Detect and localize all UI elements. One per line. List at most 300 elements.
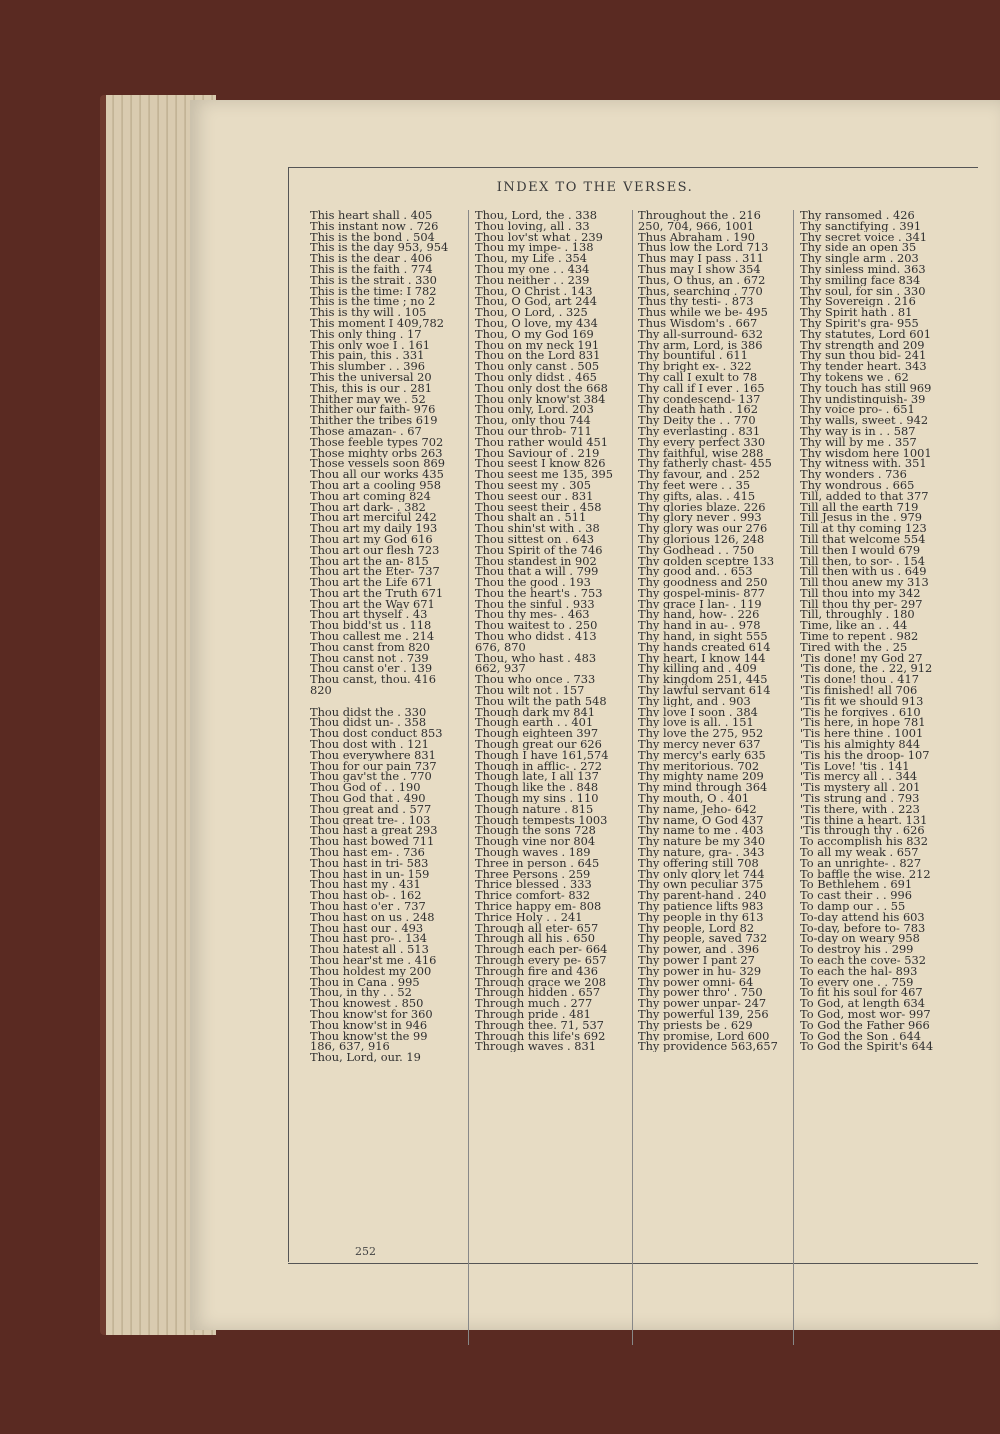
book-page [190, 100, 1000, 1330]
index-entry: Thou hast a great 293 [310, 825, 438, 837]
index-entry: Thou that a will . 799 [475, 566, 599, 578]
index-entry: Thou canst from 820 [310, 641, 430, 653]
index-entry: 'Tis mystery all . 201 [800, 782, 921, 794]
index-column-2 [475, 210, 613, 1052]
index-entry: Thy mercy never 637 [638, 739, 761, 750]
index-entry: 'Tis finished! all 706 [800, 685, 918, 696]
index-entry: Thou Spirit of the 746 [475, 544, 603, 556]
index-entry: Though eighteen 397 [475, 728, 599, 740]
index-entry: Thy lawful servant 614 [638, 685, 771, 696]
index-entry: Thy only glory let 744 [638, 868, 765, 880]
index-entry: Those vessels soon 869 [310, 458, 445, 470]
index-entry: Thy people, Lord 82 [638, 922, 755, 934]
column-divider [468, 210, 469, 1345]
index-entry: Thy light, and . 903 [638, 695, 751, 707]
index-entry: Thy power thro' . 750 [638, 987, 763, 999]
index-entry: Till, added to that 377 [800, 490, 929, 502]
index-entry: Thy glorious 126, 248 [638, 533, 765, 545]
index-entry: Thou hast ob- . 162 [310, 890, 422, 901]
index-entry: Thou only dost the 668 [475, 382, 608, 394]
index-entry: Thou didst un- . 358 [310, 717, 427, 729]
index-entry: Thy hand in au- . 978 [638, 620, 761, 632]
index-entry: 'Tis here thine . 1001 [800, 728, 924, 740]
index-entry: Thy witness with. 351 [800, 458, 927, 470]
index-entry: Thou shalt an . 511 [475, 512, 587, 524]
index-entry: Thy single arm . 203 [800, 253, 919, 264]
index-entry: Thy people, saved 732 [638, 933, 768, 945]
index-entry: Thou on my neck 191 [475, 339, 600, 351]
index-entry: Thou for our pain 737 [310, 760, 437, 772]
page-rule-left [288, 167, 289, 1262]
index-entry: To God the Son . 644 [800, 1030, 921, 1042]
page-number: 252 [355, 1245, 376, 1258]
index-entry: Thou seest my . 305 [475, 479, 591, 491]
index-entry: Three Persons . 259 [475, 868, 591, 880]
index-entry: Though tempests 1003 [475, 814, 608, 826]
index-entry: This slumber . . 396 [310, 361, 425, 372]
index-entry: Thy love is all. . 151 [638, 717, 754, 729]
index-entry: 676, 870 [475, 641, 526, 653]
index-entry: Thy smiling face 834 [800, 274, 921, 286]
index-column-4 [800, 210, 933, 1052]
index-entry: To fit his soul for 467 [800, 987, 923, 999]
index-entry: Thy gifts, alas. . 415 [638, 490, 756, 502]
index-entry: Thou canst, thou. 416 [310, 674, 437, 686]
index-entry: Thou Saviour of . 219 [475, 447, 600, 459]
index-entry: Thy name, O God 437 [638, 814, 764, 826]
index-entry: Thy voice pro- . 651 [800, 404, 915, 416]
index-entry: 'Tis here, in hope 781 [800, 717, 926, 729]
index-entry: Thou art coming 824 [310, 490, 431, 502]
index-entry: Thou the good . 193 [475, 577, 591, 588]
index-entry: Through all eter- 657 [475, 922, 599, 934]
index-entry: Thou in Cana . 995 [310, 976, 420, 988]
index-entry: Thou standest in 902 [475, 555, 597, 567]
index-entry: Thy good and. . 653 [638, 566, 753, 578]
index-entry: Till then I would 679 [800, 544, 921, 556]
index-entry: To Bethlehem . 691 [800, 879, 913, 891]
index-entry: Though nature . 815 [475, 803, 594, 815]
index-entry: Though my sins . 110 [475, 793, 599, 804]
index-entry: Thither the tribes 619 [310, 415, 438, 426]
index-entry: Though great our 626 [475, 739, 602, 750]
column-divider [632, 210, 633, 1345]
index-entry: Thy priests be . 629 [638, 1019, 753, 1031]
index-entry: Thou seest their . 458 [475, 501, 602, 513]
index-entry: Thou, who hast . 483 [475, 652, 597, 664]
index-entry: Thither may we . 52 [310, 393, 426, 405]
index-entry: Thither our faith- 976 [310, 404, 436, 416]
index-entry: To-day, before to- 783 [800, 922, 926, 934]
index-entry: 250, 704, 966, 1001 [638, 220, 754, 232]
index-entry: Till that welcome 554 [800, 533, 926, 545]
index-entry: Through all his . 650 [475, 933, 595, 945]
index-entry [310, 696, 448, 707]
index-entry: Thou seest I know 826 [475, 458, 606, 470]
index-entry: Thy glories blaze. 226 [638, 501, 766, 513]
index-entry: 'Tis mercy all . . 344 [800, 771, 918, 783]
index-entry: Thou dost conduct 853 [310, 728, 443, 740]
index-entry: To baffle the wise. 212 [800, 868, 931, 880]
index-entry: Thy call if I ever . 165 [638, 382, 765, 394]
index-entry: Thy offering still 708 [638, 857, 759, 869]
index-entry: Thy name, Jeho- 642 [638, 803, 757, 815]
index-entry: Thou thy mes- . 463 [475, 609, 590, 621]
index-entry: Though earth . . 401 [475, 717, 594, 729]
index-entry: 'Tis done! thou . 417 [800, 674, 919, 686]
index-entry: Thou our throb- 711 [475, 425, 592, 437]
index-entry: Thy killing and . 409 [638, 663, 757, 675]
index-entry: Thy hand, in sight 555 [638, 631, 768, 642]
index-entry: 'Tis strung and . 793 [800, 793, 920, 804]
index-entry: Thou hear'st me . 416 [310, 954, 437, 966]
index-entry: This is the day 953, 954 [310, 242, 449, 254]
index-entry: Till then with us . 649 [800, 566, 927, 578]
index-entry: 'Tis thine a heart. 131 [800, 814, 928, 826]
index-entry: Thy wondrous . 665 [800, 479, 915, 491]
index-entry: This is the strait . 330 [310, 274, 437, 286]
index-entry: 'Tis his the droop- 107 [800, 749, 930, 761]
index-entry: Thou who once . 733 [475, 674, 596, 686]
index-entry: Thus Wisdom's . 667 [638, 317, 758, 329]
index-entry: Thrice happy em- 808 [475, 901, 602, 912]
index-entry: Thou seest me 135, 395 [475, 469, 614, 480]
index-entry: This is the dear . 406 [310, 253, 433, 264]
index-entry: Through every pe- 657 [475, 954, 607, 966]
index-entry: Thy touch has still 969 [800, 382, 932, 394]
index-entry: Thou rather would 451 [475, 436, 608, 448]
index-entry: Thou great and . 577 [310, 803, 432, 815]
index-entry: Thy Spirit hath . 81 [800, 307, 913, 318]
index-entry: Thou hast bowed 711 [310, 836, 435, 848]
index-entry: Through this life's 692 [475, 1030, 606, 1042]
index-entry: Thy Deity the . . 770 [638, 415, 756, 426]
index-entry: Thy grace I lan- . 119 [638, 598, 762, 610]
index-entry: Thy bright ex- . 322 [638, 361, 752, 372]
index-entry: Thou who didst . 413 [475, 631, 597, 642]
index-entry: Thy statutes, Lord 601 [800, 328, 932, 340]
index-entry: Thou the heart's . 753 [475, 587, 603, 599]
index-entry: Till at thy coming 123 [800, 523, 927, 534]
index-entry: Thou loving, all . 33 [475, 220, 590, 232]
index-entry: Thou God that . 490 [310, 793, 426, 804]
index-entry: Thy kingdom 251, 445 [638, 674, 768, 686]
index-entry: Thou hast in un- 159 [310, 868, 430, 880]
index-entry: Thou great tre- . 103 [310, 814, 431, 826]
index-entry: To God, at length 634 [800, 998, 925, 1009]
index-entry: To each the hal- 893 [800, 965, 918, 977]
index-entry: Thy love I soon . 384 [638, 706, 758, 718]
index-entry: This pain, this . 331 [310, 350, 425, 362]
index-entry: Thy tokens we . 62 [800, 371, 909, 383]
index-entry: Till all the earth 719 [800, 501, 919, 513]
index-entry: Thy death hath . 162 [638, 404, 758, 416]
index-entry: Thus, O thus, an . 672 [638, 274, 766, 286]
index-entry: Thy everlasting . 831 [638, 425, 761, 437]
index-entry: Thy wisdom here 1001 [800, 447, 932, 459]
index-entry: Thy nature, gra- . 343 [638, 847, 765, 858]
index-entry: Thou the sinful . 933 [475, 598, 595, 610]
index-entry: Time to repent . 982 [800, 631, 919, 642]
index-entry: Thy hands created 614 [638, 641, 771, 653]
index-entry: Thy power, and . 396 [638, 944, 760, 955]
index-entry: Though waves . 189 [475, 847, 591, 858]
index-entry: Thy walls, sweet . 942 [800, 415, 929, 426]
index-entry: Thou only didst . 465 [475, 371, 597, 383]
index-entry: To God, most wor- 997 [800, 1008, 931, 1020]
index-entry: Thy power unpar- 247 [638, 998, 767, 1009]
index-entry: Thou only, Lord. 203 [475, 404, 594, 416]
index-entry: This is the bond . 504 [310, 231, 435, 243]
index-entry: Thy mighty name 209 [638, 771, 764, 783]
index-entry: Though vine nor 804 [475, 836, 596, 848]
index-entry: Thou seest our . 831 [475, 490, 594, 502]
index-entry: Thy meritorious. 702 [638, 760, 760, 772]
index-entry: Thou art merciful 242 [310, 512, 437, 524]
index-entry: Thy people in thy 613 [638, 911, 764, 923]
index-entry: Thy bountiful . 611 [638, 350, 748, 362]
index-entry: Thou lov'st what . 239 [475, 231, 603, 243]
index-entry: Thy arm, Lord, is 386 [638, 339, 763, 351]
index-entry: Tired with the . 25 [800, 641, 908, 653]
index-entry: Those mighty orbs 263 [310, 447, 443, 459]
index-entry: To destroy his . 299 [800, 944, 914, 955]
index-entry: Thou didst the . 330 [310, 706, 427, 718]
index-entry: Thy wonders . 736 [800, 469, 907, 480]
index-entry: Through pride . 481 [475, 1008, 591, 1020]
index-entry: Thus low the Lord 713 [638, 242, 769, 254]
index-entry: Thou hast o'er . 737 [310, 901, 426, 912]
index-entry: Thou only know'st 384 [475, 393, 606, 405]
index-entry: This is thy will . 105 [310, 307, 427, 318]
index-entry: Thy sanctifying . 391 [800, 220, 922, 232]
index-entry: Till Jesus in the . 979 [800, 512, 922, 524]
index-entry: Thy sinless mind. 363 [800, 263, 926, 275]
index-entry: To cast their . . 996 [800, 890, 912, 901]
column-divider [793, 210, 794, 1345]
index-entry: Thou bidd'st us . 118 [310, 620, 432, 632]
index-entry: Thou my impe- . 138 [475, 242, 594, 254]
index-entry: Thou art my daily 193 [310, 523, 438, 534]
index-entry: To God the Father 966 [800, 1019, 930, 1031]
index-entry: Thy name to me . 403 [638, 825, 764, 837]
index-entry: Thou hast on us . 248 [310, 911, 435, 923]
index-entry: This the universal 20 [310, 371, 432, 383]
index-entry: Thus, searching . 770 [638, 285, 763, 297]
index-entry: Thy will by me . 357 [800, 436, 917, 448]
index-entry: Thou holdest my 200 [310, 965, 432, 977]
index-entry: Thou, O Christ . 143 [475, 285, 593, 297]
index-entry: To damp our . . 55 [800, 901, 906, 912]
index-entry: Through each per- 664 [475, 944, 608, 955]
index-entry: Thou hast in tri- 583 [310, 857, 429, 869]
index-entry: To all my weak . 657 [800, 847, 919, 858]
index-entry: Thy undistinguish- 39 [800, 393, 926, 405]
index-entry: Thou callest me . 214 [310, 631, 435, 642]
index-entry: Thou, O love, my 434 [475, 317, 598, 329]
index-entry: To every one . . 759 [800, 976, 914, 988]
index-entry: This heart shall . 405 [310, 210, 433, 221]
index-entry: Thy favour, and . 252 [638, 469, 761, 480]
index-entry: Thou, my Life . 354 [475, 253, 587, 264]
index-entry: Thy parent-hand . 240 [638, 890, 767, 901]
index-entry: Thy feet were . . 35 [638, 479, 751, 491]
index-entry: Thou hast our . 493 [310, 922, 424, 934]
index-entry: Thou, O Lord, . 325 [475, 307, 588, 318]
index-entry: Thou, O my God 169 [475, 328, 594, 340]
index-entry: Thou art the Life 671 [310, 577, 433, 588]
index-entry: Thy way is in . . 587 [800, 425, 916, 437]
index-entry: Throughout the . 216 [638, 210, 761, 221]
index-entry: Thy nature be my 340 [638, 836, 766, 848]
index-entry: Thou God of . . 190 [310, 782, 421, 794]
index-entry: Thou art our flesh 723 [310, 544, 440, 556]
index-entry: Thrice blessed . 333 [475, 879, 592, 891]
index-entry: Thou dost with . 121 [310, 739, 429, 750]
index-entry: Till, throughly . 180 [800, 609, 915, 621]
index-entry: To each the cove- 532 [800, 954, 926, 966]
index-entry: Till thou thy per- 297 [800, 598, 923, 610]
index-entry: Thy all-surround- 632 [638, 328, 764, 340]
index-entry: Though like the . 848 [475, 782, 599, 794]
index-entry: Three in person . 645 [475, 857, 600, 869]
index-entry: Thy golden sceptre 133 [638, 555, 775, 567]
index-entry: Thus while we be- 495 [638, 307, 768, 318]
index-entry: Thou, in thy . . 52 [310, 987, 412, 999]
index-entry: 186, 637, 916 [310, 1041, 390, 1053]
index-entry: Thy mouth, O . 401 [638, 793, 750, 804]
index-entry: Thou art the Eter- 737 [310, 566, 440, 578]
index-entry: Thy glory never . 993 [638, 512, 762, 524]
index-entry: Thus may I show 354 [638, 263, 761, 275]
index-entry: Thou shin'st with . 38 [475, 523, 600, 534]
index-entry: Thou art the an- 815 [310, 555, 429, 567]
index-entry: Thy power I pant 27 [638, 954, 755, 966]
index-entry: Though the sons 728 [475, 825, 596, 837]
index-entry: Till thou into my 342 [800, 587, 921, 599]
index-entry: Thou know'st the 99 [310, 1030, 428, 1042]
index-entry: Time, like an . . 44 [800, 620, 908, 632]
index-entry: Thy love the 275, 952 [638, 728, 764, 740]
index-entry: Thy heart, I know 144 [638, 652, 766, 664]
page-heading: INDEX TO THE VERSES. [496, 180, 694, 195]
index-entry: Thou wilt not . 157 [475, 685, 585, 696]
index-entry: Thou canst o'er . 139 [310, 663, 433, 675]
index-entry: Thou on the Lord 831 [475, 350, 601, 362]
index-entry: Though late, I all 137 [475, 771, 599, 783]
index-entry: Thy powerful 139, 256 [638, 1008, 769, 1020]
index-entry: 820 [310, 685, 332, 696]
index-entry: Thou only canst . 505 [475, 361, 600, 372]
index-entry: Thy fatherly chast- 455 [638, 458, 772, 470]
index-entry: Thou canst not . 739 [310, 652, 429, 664]
index-entry: This is the faith . 774 [310, 263, 433, 275]
index-entry: Thy sun thou bid- 241 [800, 350, 927, 362]
index-entry: Though I have 161,574 [475, 749, 609, 761]
index-entry: Thy call I exult to 78 [638, 371, 758, 383]
index-entry: Thy every perfect 330 [638, 436, 766, 448]
index-entry: Thou neither . . 239 [475, 274, 590, 286]
index-entry: This only thing . 17 [310, 328, 422, 340]
index-entry: Thy Godhead . . 750 [638, 544, 755, 556]
index-entry: 'Tis Love! 'tis . 141 [800, 760, 910, 772]
index-entry: Thou art dark- . 382 [310, 501, 426, 513]
index-entry: Thy patience lifts 983 [638, 901, 764, 912]
index-entry: Though in afflic- . 272 [475, 760, 602, 772]
index-entry: Thy Spirit's gra- 955 [800, 317, 919, 329]
index-entry: Thy goodness and 250 [638, 577, 768, 588]
index-entry: Thou my one . . 434 [475, 263, 590, 275]
index-entry: Thou gav'st the . 770 [310, 771, 432, 783]
index-entry: Thou wilt the path 548 [475, 695, 607, 707]
index-entry: Thou art a cooling 958 [310, 479, 441, 491]
index-entry: Thus Abraham . 190 [638, 231, 756, 243]
index-entry: To-day on weary 958 [800, 933, 920, 945]
index-entry: Thou sittest on . 643 [475, 533, 594, 545]
index-entry: Thou art my God 616 [310, 533, 433, 545]
index-entry: Thou, Lord, the . 338 [475, 210, 598, 221]
index-entry: Thy gospel-minis- 877 [638, 587, 765, 599]
index-entry: 'Tis through thy . 626 [800, 825, 925, 837]
index-entry: Thou hast pro- . 134 [310, 933, 427, 945]
index-entry: Thou, only thou 744 [475, 415, 591, 426]
index-entry: To an unrighte- . 827 [800, 857, 922, 869]
index-entry: To God the Spirit's 644 [800, 1041, 934, 1053]
index-entry: Thy strength and 209 [800, 339, 925, 351]
index-entry: Thy soul, for sin . 330 [800, 285, 926, 297]
index-entry: This is the time: I 782 [310, 285, 437, 297]
index-column-1 [310, 210, 448, 1063]
index-entry: Thou everywhere 831 [310, 749, 436, 761]
index-column-3 [638, 210, 778, 1052]
index-entry: Through waves . 831 [475, 1041, 596, 1053]
index-entry: Thou knowest . 850 [310, 998, 424, 1009]
index-entry: Through much . 277 [475, 998, 593, 1009]
index-entry: 'Tis fit we should 913 [800, 695, 924, 707]
index-entry: Thou hatest all . 513 [310, 944, 429, 955]
index-entry: Thus may I pass . 311 [638, 253, 764, 264]
index-entry: This instant now . 726 [310, 220, 439, 232]
index-entry: Those feeble types 702 [310, 436, 444, 448]
index-entry: Through hidden . 657 [475, 987, 601, 999]
index-entry: This only woe I . 161 [310, 339, 431, 351]
index-entry: Thy secret voice . 341 [800, 231, 927, 243]
index-entry: 662, 937 [475, 663, 526, 675]
index-entry: Thy power in hu- 329 [638, 965, 762, 977]
index-entry: 'Tis there, with . 223 [800, 803, 920, 815]
index-entry: Thy tender heart. 343 [800, 361, 927, 372]
index-entry: Thy side an open 35 [800, 242, 917, 254]
index-entry: Thou hast em- . 736 [310, 847, 425, 858]
index-entry: Through thee. 71, 537 [475, 1019, 604, 1031]
index-entry: Thou, O God, art 244 [475, 296, 597, 308]
index-entry: Thy ransomed . 426 [800, 210, 915, 221]
index-entry: Thrice Holy . . 241 [475, 911, 583, 923]
index-entry: Thou art thyself . 43 [310, 609, 428, 621]
index-entry: Till then, to sor- . 154 [800, 555, 926, 567]
index-entry: Thou hast my . 431 [310, 879, 421, 891]
index-entry: 'Tis he forgives . 610 [800, 706, 921, 718]
index-entry: 'Tis done! my God 27 [800, 652, 923, 664]
index-entry: Through fire and 436 [475, 965, 599, 977]
index-entry: 'Tis done, the . 22, 912 [800, 663, 933, 675]
index-entry: Thy providence 563,657 [638, 1041, 778, 1053]
index-entry: Thy Sovereign . 216 [800, 296, 916, 308]
index-entry: Through grace we 208 [475, 976, 606, 988]
index-entry: 'Tis his almighty 844 [800, 739, 921, 750]
index-entry: Thou waitest to . 250 [475, 620, 598, 632]
index-entry: Though dark my 841 [475, 706, 596, 718]
